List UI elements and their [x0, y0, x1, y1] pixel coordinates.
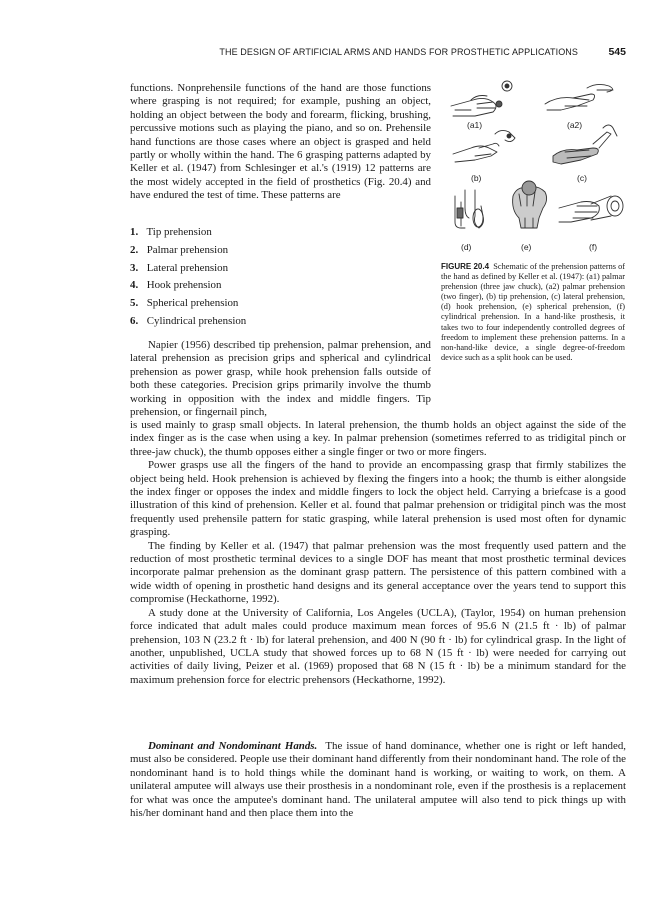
figure-label-d: (d) [461, 242, 472, 252]
list-item: 2. Palmar prehension [130, 243, 229, 256]
list-item: 5. Spherical prehension [130, 297, 239, 310]
finding-paragraph: The finding by Keller et al. (1947) that palmar prehension was the most frequently used pattern and the reduction of most prosthetic terminal devices to a single DOF has meant that most prosthetic terminal devices incorporate palmar prehension as the dominant grasp pattern. The persistence of this pattern combined with a wide width of opening in prosthetic hand designs and its general acceptance over the years tend to support this compromise (Heckathorne, 1992). [130, 539, 626, 606]
grasp-pattern-list [130, 226, 430, 333]
section-heading: Dominant and Nondominant Hands. [148, 740, 318, 752]
hand-illustration-b [453, 130, 515, 162]
hand-illustration-a2 [545, 84, 613, 110]
list-item: 3. Lateral prehension [130, 261, 229, 274]
page-number: 545 [608, 46, 626, 58]
intro-paragraph [130, 82, 431, 203]
caption-label: FIGURE 20.4 [441, 262, 490, 271]
list-item: 6. Cylindrical prehension [130, 314, 247, 327]
napier-paragraph-narrow: Napier (1956) described tip prehension, palmar prehension, and lateral prehension as precision grips and spherical and cylindrical prehension as power grasp, while hook prehension falls outside of both these categories. Precision grips primarily involve the thumb working in opposition with the index and middle fingers. Tip prehension, or fingernail pinch, [130, 339, 431, 419]
list-item: 1. Tip prehension [130, 226, 212, 238]
figure-label-b: (b) [471, 173, 482, 183]
list-item: 4. Hook prehension [130, 279, 222, 292]
dominant-section [130, 740, 626, 820]
ucla-study-paragraph: A study done at the University of California, Los Angeles (UCLA), (Taylor, 1954) on human prehension force indicated that adult males could produce maximum mean forces of 95.6 N (21.5 ft · lb) of palmar prehension, 103 N (23.2 ft · lb) for lateral prehension, and 400 N (90 ft · lb) for cylindrical grasp. In the light of another, unpublished, UCLA study that showed forces up to 68 N (15 ft · lb) were needed for carrying out activities of daily living, Peizer et al. (1969) proposed that 68 N (15 ft · lb) be a minimum standard for the maximum prehension force for electric prehensors (Heckathorne, 1992). [130, 606, 626, 686]
hand-illustration-c [553, 125, 617, 164]
hand-illustration-e [513, 181, 547, 228]
hand-illustration-d [455, 190, 484, 228]
hand-illustration-f [559, 196, 623, 222]
running-header [130, 47, 626, 61]
hand-illustration-a1 [451, 81, 512, 116]
intro-text: functions. Nonprehensile functions of the hand are those functions where grasping is not required; for example, pushing an object, holding an object between the body and forearm, flicking, brushing, percussive motions such as playing the piano, and so on. Prehensile hand functions are those cases where an object is grasped and held partly or wholly within the hand. The 6 grasping patterns adapted by Keller et al. (1947) from Schlesinger et al.'s (1919) 12 patterns are the most widely accepted in the field of prosthetics (Fig. 20.4) and have endured the test of time. These patterns are [130, 82, 431, 202]
figure-20-4 [441, 78, 627, 258]
figure-label-e: (e) [521, 242, 532, 252]
running-title: THE DESIGN OF ARTIFICIAL ARMS AND HANDS FOR PROSTHETIC APPLICATIONS [219, 47, 578, 57]
figure-label-a2: (a2) [567, 120, 583, 130]
figure-label-f: (f) [589, 242, 598, 252]
dominant-paragraph: Dominant and Nondominant Hands. The issue of hand dominance, whether one is right or left handed, must also be considered. People use their dominant hand differently from their nondominant hand. The role of the nondominant hand is to hold things while the dominant hand is working, or waiting to work, on them. A unilateral amputee will always use their prosthesis in a nondominant role, even if the prosthesis is a replacement for what was once the amputee's dominant hand. The unilateral amputee will also tend to pick things up with his/her dominant hand and then place them into the [130, 740, 626, 820]
figure-label-c: (c) [577, 173, 587, 183]
figure-caption [441, 262, 625, 363]
napier-paragraph-continued: is used mainly to grasp small objects. In lateral prehension, the thumb holds an object against the side of the index finger as is the case when using a key. In palmar prehension (sometimes referred to as tridigital pinch or three-jaw chuck), the thumb opposes either a single finger or two or more fingers. [130, 419, 626, 458]
figure-label-a1: (a1) [467, 120, 483, 130]
caption-text: Schematic of the prehension patterns of the hand as defined by Keller et al. (1947): (a1) palmar prehension (three jaw chuck), (a2) palmar prehension (two finger), (b) tip prehension, (c) lateral prehension, (d) hook prehension, (e) spherical prehension, (f) cylindrical prehension. In a hand-like prosthesis, it takes two to four independently controlled degrees of freedom to implement these prehension patterns. In a non-hand-like device, a single degree-of-freedom device such as a split hook can be used. [441, 262, 626, 362]
body-text [130, 419, 626, 687]
power-grasp-paragraph: Power grasps use all the fingers of the hand to provide an encompassing grasp that firmly stabilizes the object being held. Hook prehension is achieved by flexing the fingers into a hook; the thumb is either alongside the index finger or opposes the index and middle fingers to lock the object held. Carrying a briefcase is a good illustration of this kind of prehension. Keller et al. found that palmar prehension or tridigital pinch was the most frequently used prehensile pattern for static grasping, while lateral prehension is used most often for dynamic grasping. [130, 459, 626, 539]
